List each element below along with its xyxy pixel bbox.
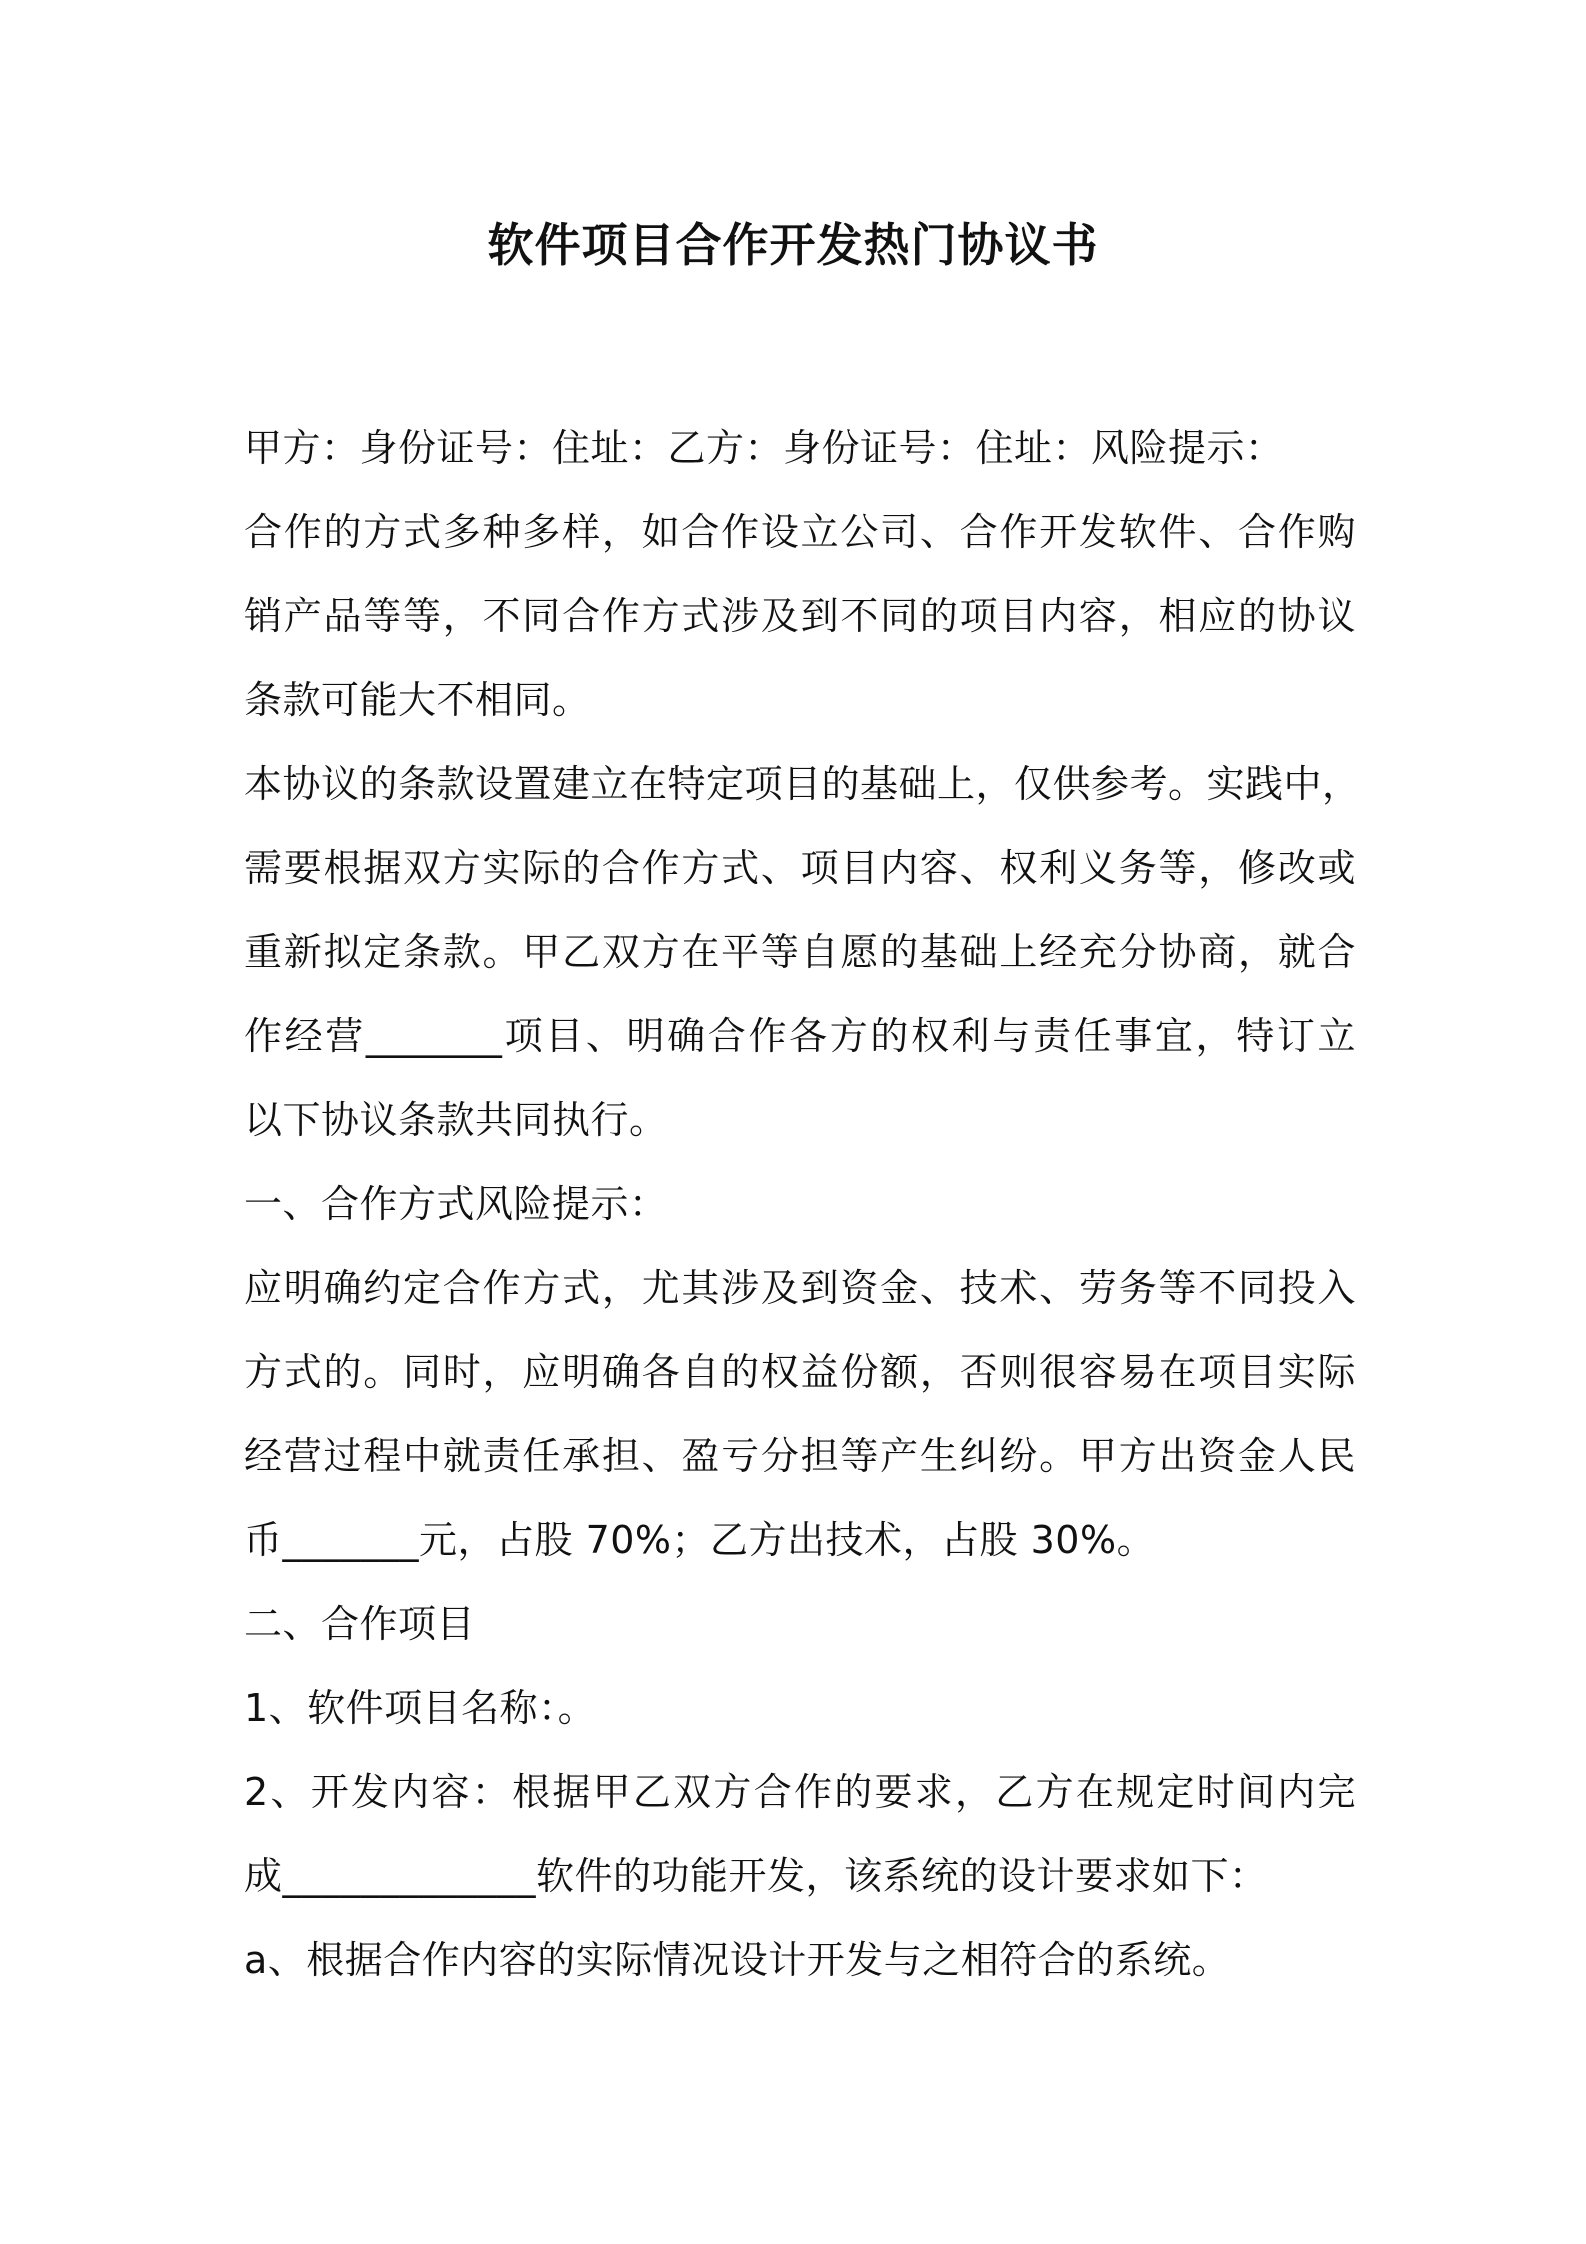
paragraph-line: 以下协议条款共同执行。	[244, 1098, 668, 1142]
paragraph-line: 条款可能大不相同。	[244, 678, 591, 722]
party-info-line: 甲方：身份证号：住址：乙方：身份证号：住址：风险提示：	[244, 426, 1284, 470]
paragraph-line: 销产品等等，不同合作方式涉及到不同的项目内容，相应的协议	[244, 594, 1356, 638]
document-title: 软件项目合作开发热门协议书	[487, 218, 1099, 272]
paragraph-line: 需要根据双方实际的合作方式、项目内容、权利义务等，修改或	[244, 846, 1356, 890]
list-item: 1、软件项目名称：。	[244, 1686, 597, 1730]
paragraph-line: 应明确约定合作方式，尤其涉及到资金、技术、劳务等不同投入	[244, 1266, 1356, 1310]
paragraph-line: 方式的。同时，应明确各自的权益份额，否则很容易在项目实际	[244, 1350, 1356, 1394]
section-heading: 一、合作方式风险提示：	[244, 1182, 668, 1226]
paragraph-line: 币_______元，占股 70%；乙方出技术，占股 30%。	[244, 1518, 1156, 1562]
paragraph-line: 经营过程中就责任承担、盈亏分担等产生纠纷。甲方出资金人民	[244, 1434, 1356, 1478]
paragraph-line: 作经营_______项目、明确合作各方的权利与责任事宜，特订立	[244, 1014, 1356, 1058]
paragraph-line: 本协议的条款设置建立在特定项目的基础上，仅供参考。实践中，	[244, 762, 1361, 806]
list-item: a、根据合作内容的实际情况设计开发与之相符合的系统。	[244, 1938, 1231, 1982]
paragraph-line: 合作的方式多种多样，如合作设立公司、合作开发软件、合作购	[244, 510, 1356, 554]
document-body	[244, 406, 1361, 2002]
section-heading: 二、合作项目	[244, 1602, 476, 1646]
paragraph-line: 重新拟定条款。甲乙双方在平等自愿的基础上经充分协商，就合	[244, 930, 1356, 974]
list-item: 成_____________软件的功能开发，该系统的设计要求如下：	[244, 1854, 1268, 1898]
list-item: 2、开发内容：根据甲乙双方合作的要求，乙方在规定时间内完	[244, 1770, 1356, 1814]
